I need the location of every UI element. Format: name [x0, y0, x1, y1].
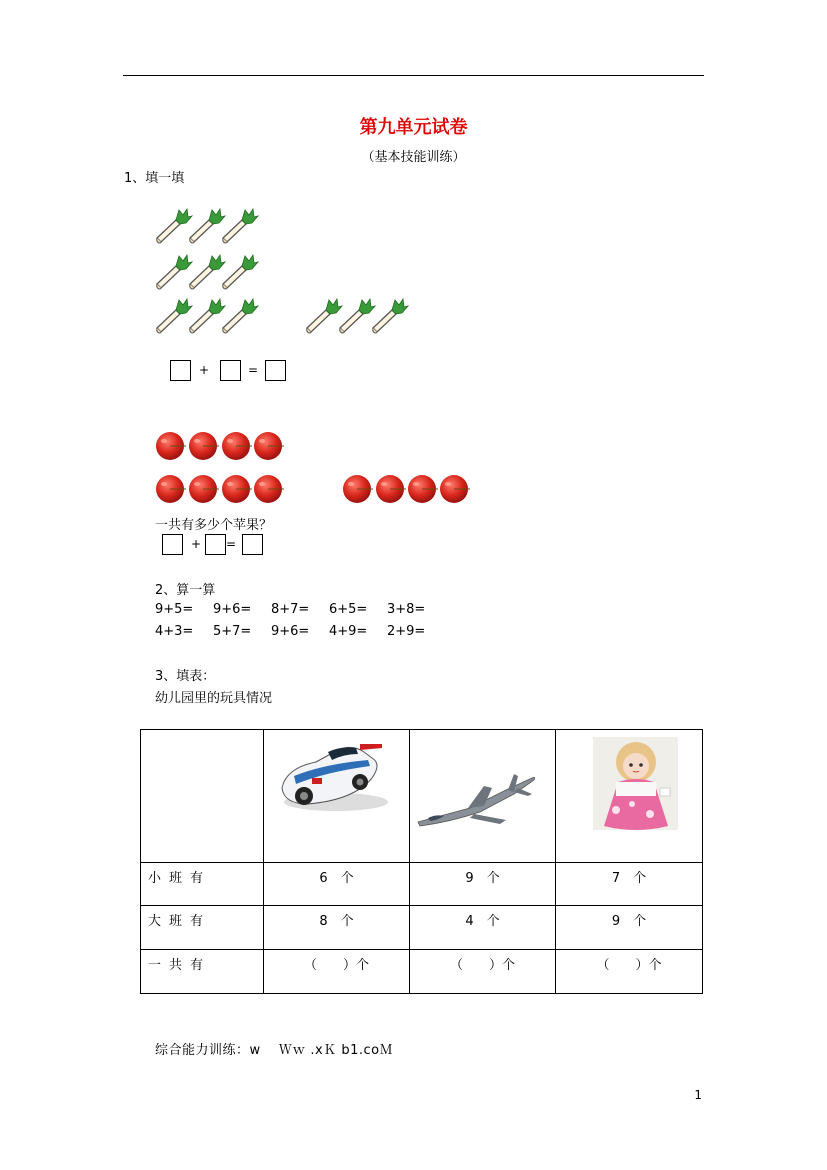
doll-icon	[556, 730, 702, 858]
calc-item: 9+5=	[155, 602, 194, 617]
carrots-illustration	[150, 208, 420, 340]
fighter-jet-icon	[410, 730, 554, 858]
section2-heading: 2、算一算	[155, 583, 216, 598]
cell-small-car: 6 个	[264, 863, 410, 906]
equals-sign: =	[248, 363, 259, 377]
section1-heading: 1、填一填	[124, 171, 185, 186]
apple-row-2	[156, 475, 470, 503]
cell-big-doll: 9 个	[556, 906, 703, 950]
apple-question: 一共有多少个苹果？	[155, 518, 273, 533]
fighter-jet-cell	[410, 730, 556, 863]
carrot-row-3	[157, 299, 408, 333]
calc-item: 2+9=	[387, 624, 426, 639]
calc-row-1	[155, 602, 445, 617]
footer-text: 综合能力训练：w Ｗｗ .xＫ b1.coＭ	[155, 1043, 394, 1058]
apple-answer-box-sum[interactable]	[242, 534, 263, 555]
carrot-row-1	[157, 209, 258, 243]
apple-equals-sign: =	[226, 537, 237, 551]
cell-total-jet[interactable]: （ ）个	[410, 950, 556, 994]
doll-cell	[556, 730, 703, 863]
calc-row-2	[155, 624, 445, 639]
table-corner-cell	[141, 730, 264, 863]
apple-answer-box-1[interactable]	[162, 534, 183, 555]
answer-box-addend-1[interactable]	[170, 360, 191, 381]
table-header-row	[141, 730, 703, 863]
cell-big-car: 8 个	[264, 906, 410, 950]
race-car-cell	[264, 730, 410, 863]
calc-item: 3+8=	[387, 602, 426, 617]
table-title: 幼儿园里的玩具情况	[155, 691, 273, 706]
race-car-icon	[264, 730, 408, 858]
calc-item: 9+6=	[271, 624, 310, 639]
table-row	[141, 950, 703, 994]
table-row	[141, 906, 703, 950]
apple-answer-box-2[interactable]	[205, 534, 226, 555]
calc-item: 6+5=	[329, 602, 368, 617]
apple-row-1	[156, 432, 284, 460]
row-label-small-class: 小班有	[141, 863, 264, 906]
answer-box-sum[interactable]	[265, 360, 286, 381]
carrot-row-2	[157, 255, 258, 289]
section3-heading: 3、填表：	[155, 669, 216, 684]
cell-small-doll: 7 个	[556, 863, 703, 906]
apple-plus-sign: +	[191, 537, 202, 551]
row-label-total: 一共有	[141, 950, 264, 994]
cell-total-car[interactable]: （ ）个	[264, 950, 410, 994]
calc-item: 4+3=	[155, 624, 194, 639]
calc-item: 4+9=	[329, 624, 368, 639]
row-label-big-class: 大班有	[141, 906, 264, 950]
header-rule	[123, 75, 704, 76]
calc-item: 5+7=	[213, 624, 252, 639]
apples-illustration	[152, 428, 472, 508]
cell-big-jet: 4 个	[410, 906, 556, 950]
page-title: 第九单元试卷	[359, 117, 468, 138]
page-number: 1	[694, 1088, 702, 1102]
table-row	[141, 863, 703, 906]
page-subtitle: （基本技能训练）	[361, 150, 466, 165]
calc-item: 9+6=	[213, 602, 252, 617]
answer-box-addend-2[interactable]	[220, 360, 241, 381]
cell-total-doll[interactable]: （ ）个	[556, 950, 703, 994]
calc-item: 8+7=	[271, 602, 310, 617]
toys-table	[140, 729, 703, 994]
plus-sign: +	[199, 363, 210, 377]
cell-small-jet: 9 个	[410, 863, 556, 906]
